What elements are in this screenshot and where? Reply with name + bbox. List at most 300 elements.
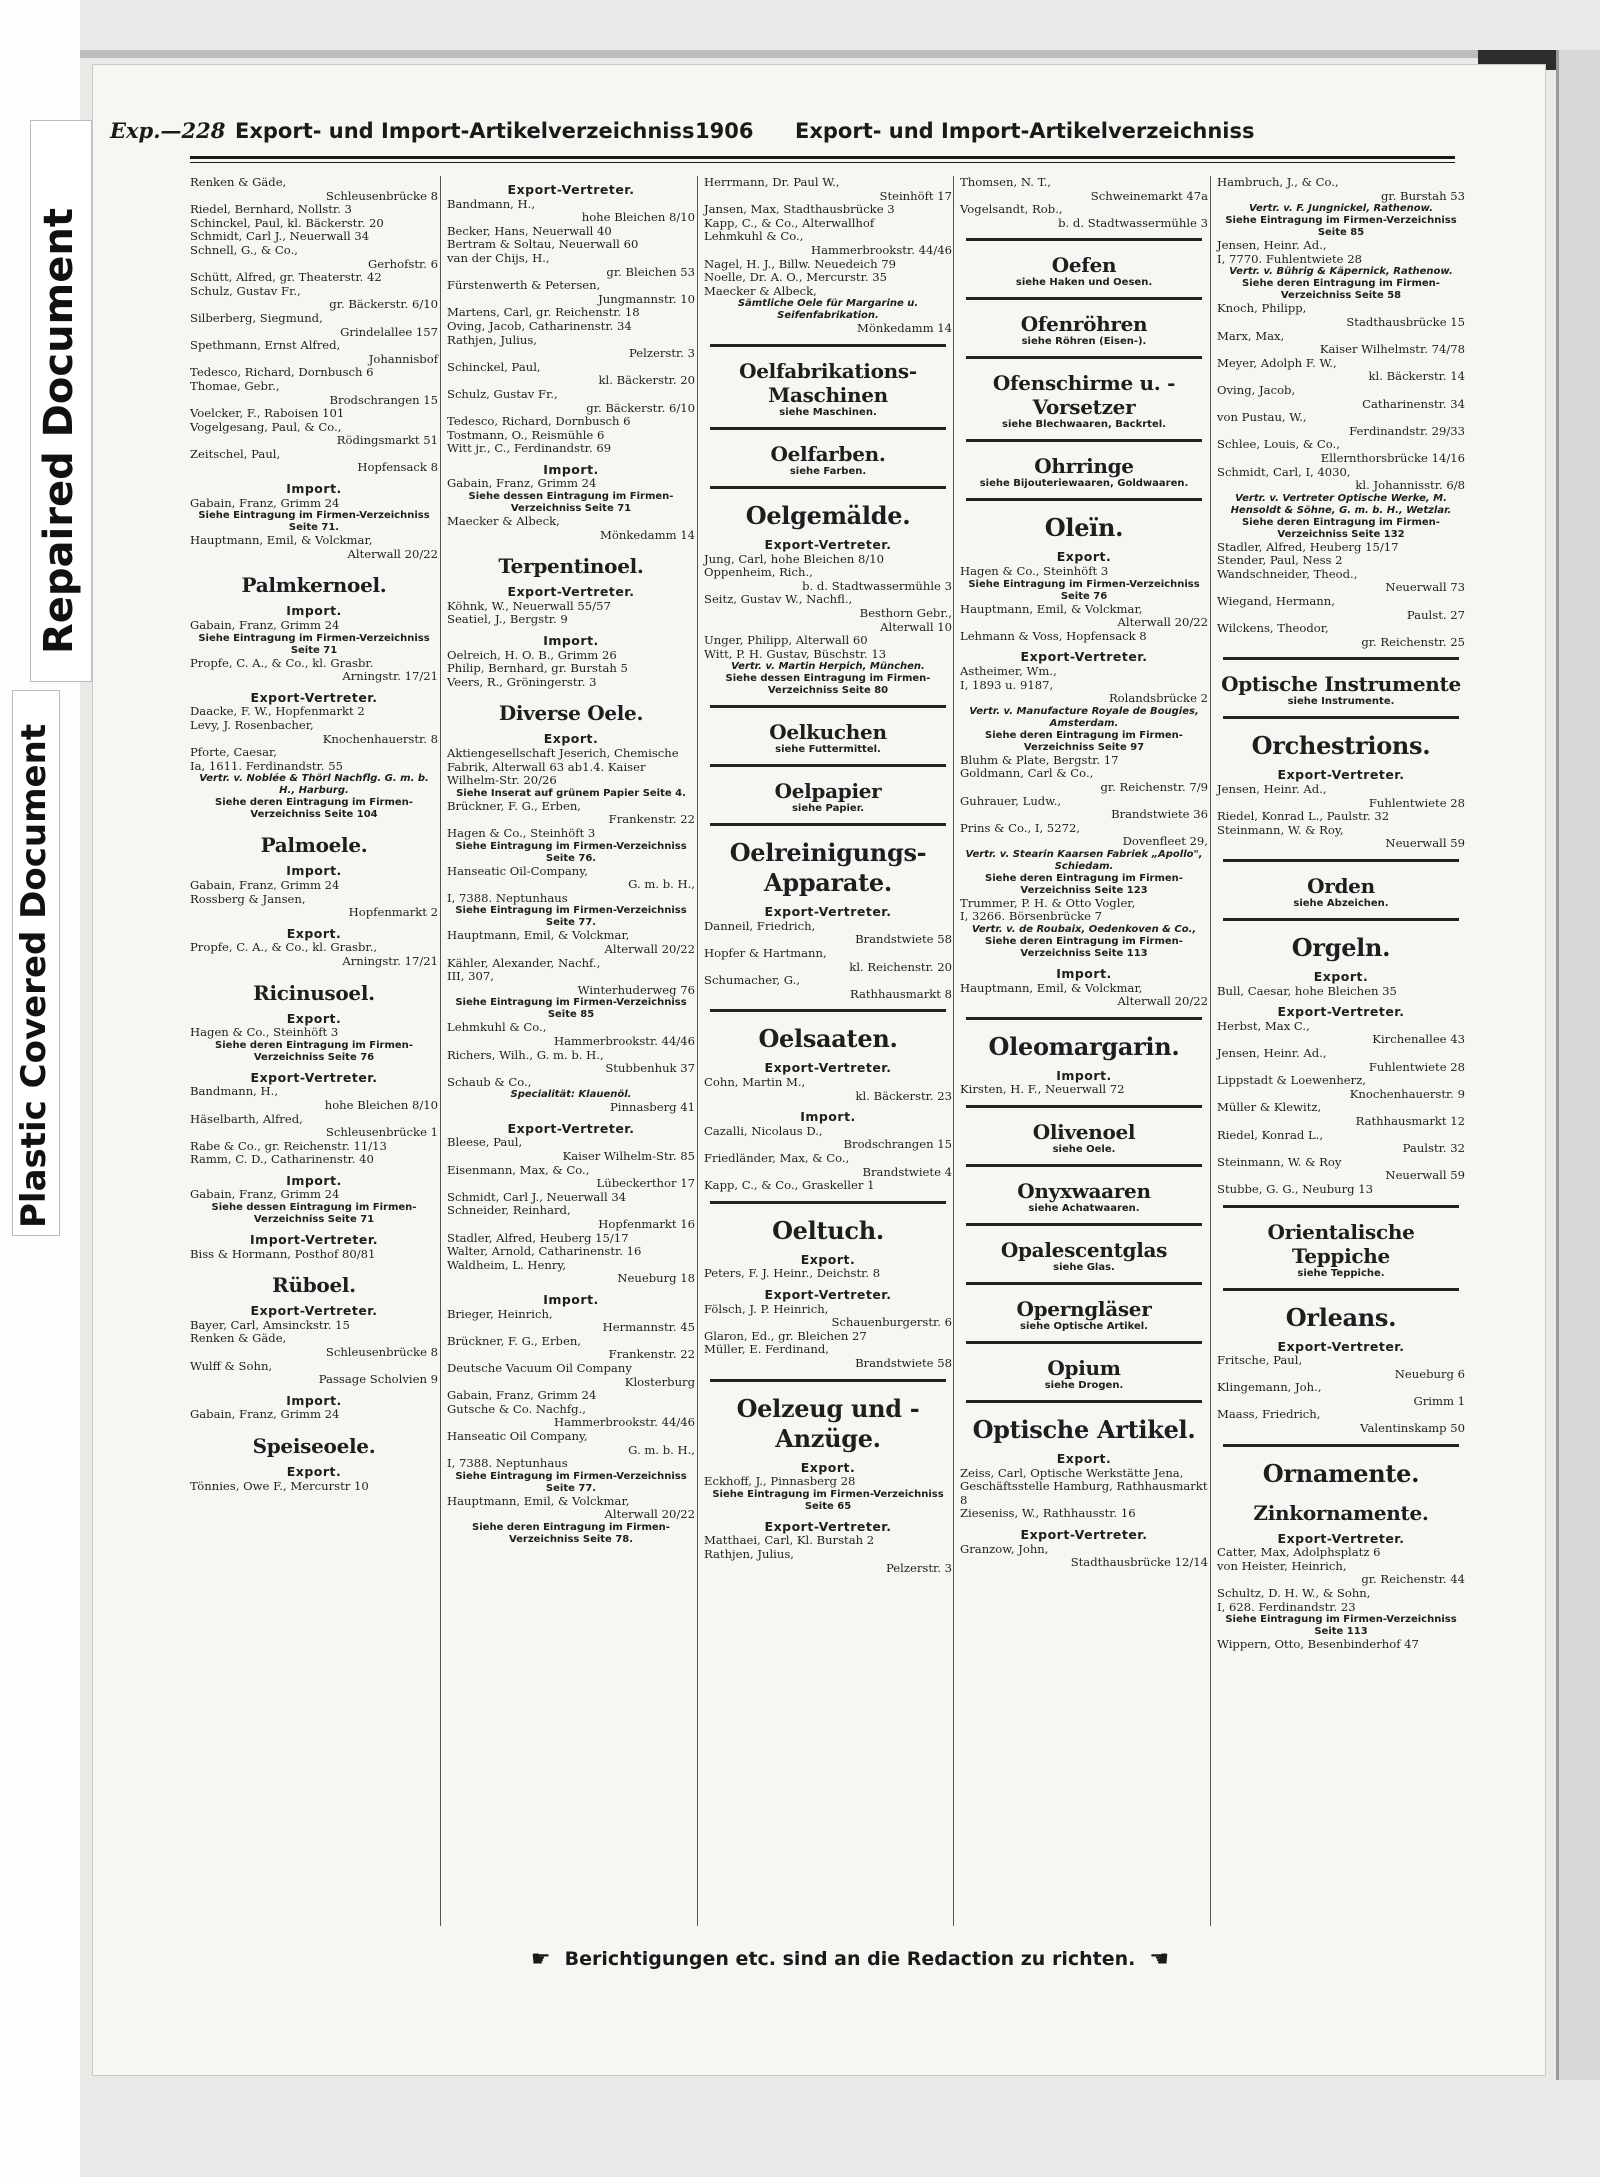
- entry-line: Rathjen, Julius,: [704, 1546, 794, 1561]
- category-heading: Onyxwaaren: [1017, 1179, 1151, 1204]
- entry-line: Hauptmann, Emil, & Volckmar,: [447, 1493, 630, 1508]
- entry-address: gr. Bäckerstr. 6/10: [586, 400, 695, 415]
- entry-line: Jensen, Heinr. Ad.,: [1217, 238, 1327, 253]
- subheading: Import.: [543, 461, 599, 477]
- entry-line: I, 7770. Fuhlentwiete 28: [1217, 251, 1362, 266]
- category-heading: Oelreinigungs-Apparate.: [729, 838, 927, 898]
- section-rule: [710, 1379, 946, 1382]
- header-rule-thin: [190, 162, 1455, 163]
- entry-line: Gabain, Franz, Grimm 24: [190, 877, 340, 892]
- entry-line: Daacke, F. W., Hopfenmarkt 2: [190, 704, 365, 719]
- reference-note: siehe Abzeichen.: [1293, 898, 1389, 909]
- entry-address: Mönkedamm 14: [857, 321, 952, 336]
- entry-line: Peters, F. J. Heinr., Deichstr. 8: [704, 1266, 881, 1281]
- entry-address: Neueburg 18: [617, 1271, 695, 1286]
- footer-note: Berichtigungen etc. sind an die Redaction zu richten.: [564, 1948, 1136, 1970]
- entry-address: Neueburg 6: [1394, 1366, 1465, 1381]
- reference-note: Siehe deren Eintragung im Firmen-Verzeichniss Seite 58: [1242, 278, 1440, 302]
- entry-line: Gabain, Franz, Grimm 24: [447, 1388, 597, 1403]
- entry-line: Thomae, Gebr.,: [190, 378, 280, 393]
- entry-line: Richers, Wilh., G. m. b. H.,: [447, 1047, 604, 1062]
- entry-address: Hammerbrookstr. 44/46: [553, 1415, 695, 1430]
- entry-line: Hagen & Co., Steinhöft 3: [447, 825, 596, 840]
- entry-address: gr. Burstah 53: [1380, 188, 1465, 203]
- entry-line: I, 628. Ferdinandstr. 23: [1217, 1599, 1356, 1614]
- entry-line: Müller, E. Ferdinand,: [704, 1342, 829, 1357]
- entry-line: Schmidt, Carl J., Neuerwall 34: [447, 1189, 627, 1204]
- subheading: Export-Vertreter.: [764, 536, 892, 552]
- subheading: Export-Vertreter.: [1020, 1527, 1148, 1542]
- entry-address: kl. Bäckerstr. 20: [598, 373, 695, 388]
- category-heading: Oelfarben.: [770, 441, 886, 466]
- entry-line: Riedel, Konrad L.,: [1217, 1127, 1324, 1142]
- entry-line: Schmidt, Carl, I, 4030,: [1217, 464, 1351, 479]
- entry-address: Brandstwiete 58: [855, 1355, 952, 1370]
- reference-note: Siehe Eintragung im Firmen-Verzeichniss Seite 65: [712, 1488, 944, 1512]
- entry-line: Hagen & Co., Steinhöft 3: [960, 563, 1109, 578]
- entry-line: Vogelsandt, Rob.,: [960, 202, 1063, 217]
- entry-line: Riedel, Konrad L., Paulstr. 32: [1217, 809, 1390, 824]
- entry-line: Wulff & Sohn,: [190, 1358, 273, 1373]
- subheading: Export-Vertreter.: [250, 1069, 378, 1085]
- section-rule: [966, 1341, 1202, 1344]
- entry-address: Brandstwiete 4: [862, 1164, 952, 1179]
- entry-line: Gabain, Franz, Grimm 24: [190, 495, 340, 510]
- column-divider: [953, 176, 954, 1926]
- entry-address: Brodschrangen 15: [843, 1137, 952, 1152]
- representation-note: Vertr. v. Manufacture Royale de Bougies, Amsterdam.: [969, 705, 1199, 729]
- entry-line: Oelreich, H. O. B., Grimm 26: [447, 647, 617, 662]
- entry-line: Granzow, John,: [960, 1541, 1049, 1556]
- entry-address: Alterwall 10: [880, 619, 952, 634]
- text-column-2: [447, 176, 695, 1946]
- representation-note: Vertr. v. Martin Herpich, München.: [731, 661, 925, 673]
- entry-line: Levy, J. Rosenbacher,: [190, 718, 314, 732]
- entry-line: Tönnies, Owe F., Mercurstr 10: [190, 1478, 369, 1493]
- entry-address: Stadthausbrücke 12/14: [1070, 1555, 1208, 1570]
- subheading: Export.: [1056, 1451, 1112, 1467]
- entry-line: Schinckel, Paul, kl. Bäckerstr. 20: [190, 215, 384, 230]
- subheading: Import-Vertreter.: [250, 1232, 378, 1248]
- entry-line: Hanseatic Oil Company,: [447, 1428, 588, 1443]
- entry-line: Renken & Gäde,: [190, 175, 287, 189]
- section-rule: [710, 1009, 946, 1012]
- reference-note: Siehe dessen Eintragung im Firmen-Verzeichniss Seite 71: [211, 1202, 417, 1226]
- entry-line: Goldmann, Carl & Co.,: [960, 766, 1094, 781]
- entry-line: Kapp, C., & Co., Graskeller 1: [704, 1178, 875, 1193]
- entry-address: Steinhöft 17: [879, 188, 952, 203]
- entry-line: Gabain, Franz, Grimm 24: [190, 1187, 340, 1202]
- subheading: Export.: [543, 731, 599, 747]
- entry-address: gr. Reichenstr. 25: [1361, 634, 1465, 649]
- subheading: Export-Vertreter.: [507, 1120, 635, 1136]
- entry-address: Neuerwall 59: [1385, 1168, 1465, 1183]
- entry-line: Meyer, Adolph F. W.,: [1217, 355, 1337, 370]
- reference-note: Siehe Eintragung im Firmen-Verzeichniss Seite 71.: [198, 510, 430, 534]
- category-heading: Palmkernoel.: [241, 573, 387, 598]
- subheading: Export.: [286, 925, 342, 941]
- entry-line: Lehmkuhl & Co.,: [704, 229, 804, 244]
- entry-line: Witt, P. H. Gustav, Büschstr. 13: [704, 646, 887, 661]
- entry-line: Brieger, Heinrich,: [447, 1306, 553, 1321]
- entry-line: Maecker & Albeck,: [704, 283, 817, 298]
- subheading: Export-Vertreter.: [1277, 1338, 1405, 1354]
- entry-line: Eckhoff, J., Pinnasberg 28: [704, 1474, 856, 1489]
- entry-address: Pinnasberg 41: [610, 1100, 695, 1115]
- entry-line: Lehmkuhl & Co.,: [447, 1020, 547, 1035]
- entry-address: b. d. Stadtwassermühle 3: [1058, 215, 1208, 230]
- entry-line: Aktiengesellschaft Jeserich, Chemische Fabrik, Alterwall 63 ab1.4. Kaiser Wilhelm-Str. 20/26: [447, 746, 679, 788]
- category-heading: Oefen: [1051, 253, 1117, 278]
- entry-line: Schlee, Louis, & Co.,: [1217, 437, 1340, 452]
- entry-line: Gabain, Franz, Grimm 24: [190, 1407, 340, 1422]
- entry-line: Waldheim, L. Henry,: [447, 1257, 567, 1272]
- page-number: Exp.—228: [110, 118, 226, 143]
- subheading: Export.: [800, 1459, 856, 1475]
- category-heading: Oelzeug und -Anzüge.: [736, 1393, 920, 1453]
- reference-note: Siehe deren Eintragung im Firmen-Verzeichniss Seite 97: [985, 729, 1183, 753]
- entry-line: Klingemann, Joh.,: [1217, 1380, 1322, 1395]
- entry-line: Seatiel, J., Bergstr. 9: [447, 612, 568, 627]
- entry-line: Oving, Jacob, Catharinenstr. 34: [447, 318, 632, 333]
- reference-note: Siehe deren Eintragung im Firmen-Verzeichniss Seite 104: [215, 797, 413, 821]
- entry-line: Unger, Philipp, Alterwall 60: [704, 633, 868, 648]
- entry-address: Dovenfleet 29,: [1122, 834, 1208, 849]
- representation-note: Vertr. v. F. Jungnickel, Rathenow.: [1248, 203, 1434, 215]
- entry-line: Schinckel, Paul,: [447, 359, 541, 374]
- entry-line: Herrmann, Dr. Paul W.,: [704, 175, 840, 189]
- entry-line: Bayer, Carl, Amsinckstr. 15: [190, 1317, 350, 1332]
- category-heading: Palmoele.: [260, 833, 368, 858]
- entry-line: Danneil, Friedrich,: [704, 918, 816, 933]
- entry-line: Schmidt, Carl J., Neuerwall 34: [190, 229, 370, 244]
- reference-note: siehe Teppiche.: [1297, 1267, 1385, 1279]
- subheading: Export.: [1056, 549, 1112, 565]
- category-heading: Ofenröhren: [1020, 312, 1148, 337]
- entry-line: Voelcker, F., Raboisen 101: [190, 406, 345, 421]
- plastic-covered-label: Plastic Covered Document: [14, 723, 54, 1228]
- category-heading: Terpentinoel.: [498, 554, 644, 579]
- entry-address: G. m. b. H.,: [628, 877, 695, 892]
- entry-line: Ia, 1611. Ferdinandstr. 55: [190, 758, 343, 773]
- reference-note: siehe Oele.: [1052, 1144, 1116, 1156]
- section-rule: [966, 1400, 1202, 1403]
- representation-note: Vertr. v. Bührig & Käpernick, Rathenow.: [1229, 266, 1453, 278]
- entry-address: Stadthausbrücke 15: [1346, 314, 1465, 329]
- entry-address: Knochenhauerstr. 9: [1349, 1086, 1465, 1101]
- pointing-hand-right-icon: ☛: [530, 1946, 551, 1972]
- category-heading: Orchestrions.: [1251, 731, 1431, 761]
- reference-note: Siehe Eintragung im Firmen-Verzeichniss Seite 77.: [455, 1470, 687, 1494]
- entry-address: Schleusenbrücke 8: [325, 188, 438, 203]
- entry-address: Schleusenbrücke 8: [325, 1345, 438, 1360]
- entry-line: Bull, Caesar, hohe Bleichen 35: [1217, 983, 1397, 998]
- entry-line: von Pustau, W.,: [1217, 410, 1307, 425]
- section-rule: [966, 356, 1202, 359]
- entry-line: Propfe, C. A., & Co., kl. Grasbr.: [190, 655, 374, 670]
- entry-line: Catter, Max, Adolphsplatz 6: [1217, 1545, 1381, 1560]
- entry-line: Schnell, G., & Co.,: [190, 242, 298, 257]
- reference-note: Siehe deren Eintragung im Firmen-Verzeichniss Seite 78.: [472, 1521, 670, 1545]
- entry-line: Kähler, Alexander, Nachf.,: [447, 955, 601, 970]
- subheading: Import.: [286, 1172, 342, 1188]
- entry-line: Tostmann, O., Reismühle 6: [447, 427, 605, 442]
- reference-note: Siehe deren Eintragung im Firmen-Verzeichniss Seite 132: [1242, 516, 1440, 540]
- entry-line: Steinmann, W. & Roy,: [1217, 822, 1344, 837]
- entry-line: Cazalli, Nicolaus D.,: [704, 1123, 823, 1138]
- entry-line: Stubbe, G. G., Neuburg 13: [1217, 1181, 1374, 1196]
- entry-address: Grindelallee 157: [340, 324, 438, 339]
- entry-line: Veers, R., Gröningerstr. 3: [447, 674, 597, 689]
- entry-line: Wilckens, Theodor,: [1217, 621, 1329, 636]
- category-heading: Oleomargarin.: [988, 1031, 1180, 1061]
- reference-note: Siehe Eintragung im Firmen-Verzeichniss Seite 77.: [455, 905, 687, 929]
- page-header: [110, 118, 1410, 150]
- entry-address: Hopfensack 8: [357, 460, 438, 475]
- category-heading: Ofenschirme u. -Vorsetzer: [992, 371, 1176, 420]
- entry-line: Gabain, Franz, Grimm 24: [447, 476, 597, 491]
- entry-line: Lippstadt & Loewenherz,: [1217, 1073, 1366, 1088]
- entry-address: Hermannstr. 45: [602, 1320, 695, 1335]
- entry-line: Thomsen, N. T.,: [960, 175, 1051, 189]
- entry-address: Rödingsmarkt 51: [336, 433, 438, 448]
- reference-note: Siehe deren Eintragung im Firmen-Verzeichniss Seite 123: [985, 872, 1183, 896]
- entry-line: Schulz, Gustav Fr.,: [447, 386, 558, 401]
- entry-line: Stadler, Alfred, Heuberg 15/17: [1217, 539, 1399, 554]
- section-rule: [966, 1017, 1202, 1020]
- entry-address: Alterwall 20/22: [604, 941, 695, 956]
- entry-address: Kaiser Wilhelm-Str. 85: [562, 1149, 695, 1164]
- entry-address: gr. Reichenstr. 7/9: [1100, 779, 1208, 794]
- entry-line: I, 1893 u. 9187,: [960, 677, 1054, 692]
- entry-line: Rathjen, Julius,: [447, 332, 537, 347]
- entry-address: Paulstr. 32: [1402, 1141, 1465, 1156]
- entry-line: Schaub & Co.,: [447, 1074, 532, 1089]
- entry-address: Brandstwiete 36: [1111, 807, 1208, 822]
- text-column-1: [190, 176, 438, 1946]
- entry-line: Bandmann, H.,: [190, 1084, 279, 1099]
- entry-address: Brandstwiete 58: [855, 932, 952, 947]
- entry-address: Alterwall 20/22: [1117, 615, 1208, 630]
- section-rule: [1223, 657, 1459, 660]
- category-heading: Diverse Oele.: [498, 701, 644, 726]
- section-rule: [1223, 1444, 1459, 1447]
- entry-line: Maass, Friedrich,: [1217, 1407, 1321, 1422]
- subheading: Export-Vertreter.: [1277, 1004, 1405, 1020]
- entry-line: Schneider, Reinhard,: [447, 1203, 571, 1218]
- reference-note: siehe Instrumente.: [1287, 696, 1395, 708]
- scan-top-edge: [80, 50, 1556, 58]
- reference-note: Siehe dessen Eintragung im Firmen-Verzeichniss Seite 71: [468, 491, 674, 515]
- entry-address: Besthorn Gebr.,: [859, 605, 952, 620]
- entry-line: Hauptmann, Emil, & Volckmar,: [960, 601, 1143, 616]
- subheading: Export-Vertreter.: [507, 182, 635, 197]
- category-heading: Optische Instrumente: [1221, 672, 1461, 697]
- section-rule: [966, 1164, 1202, 1167]
- entry-line: Stadler, Alfred, Heuberg 15/17: [447, 1230, 629, 1245]
- header-title-left: Export- und Import-Artikelverzeichniss: [235, 119, 695, 143]
- category-heading: Zinkornamente.: [1253, 1500, 1429, 1525]
- header-title-right: Export- und Import-Artikelverzeichniss: [795, 119, 1255, 143]
- entry-line: Astheimer, Wm.,: [960, 663, 1057, 678]
- category-heading: Oleïn.: [1044, 513, 1124, 543]
- entry-line: Schulz, Gustav Fr.,: [190, 283, 301, 298]
- reference-note: siehe Optische Artikel.: [1020, 1321, 1148, 1333]
- entry-line: Maecker & Albeck,: [447, 514, 560, 529]
- subheading: Export-Vertreter.: [764, 1286, 892, 1302]
- entry-line: Knoch, Philipp,: [1217, 301, 1307, 316]
- repaired-document-label: Repaired Document: [36, 208, 82, 654]
- entry-line: Bertram & Soltau, Neuerwall 60: [447, 237, 639, 252]
- entry-address: Knochenhauerstr. 8: [322, 731, 438, 746]
- reference-note: Siehe Eintragung im Firmen-Verzeichniss Seite 76.: [455, 840, 687, 864]
- entry-line: Häselbarth, Alfred,: [190, 1111, 303, 1126]
- reference-note: Siehe deren Eintragung im Firmen-Verzeichniss Seite 113: [985, 936, 1183, 960]
- representation-note: Vertr. v. de Roubaix, Oedenkoven & Co.,: [971, 924, 1197, 936]
- entry-address: Hammerbrookstr. 44/46: [553, 1033, 695, 1048]
- category-heading: Orleans.: [1285, 1302, 1397, 1332]
- section-rule: [710, 427, 946, 430]
- entry-line: Marx, Max,: [1217, 328, 1285, 343]
- entry-address: Alterwall 20/22: [347, 546, 438, 561]
- entry-line: Philip, Bernhard, gr. Burstah 5: [447, 661, 628, 676]
- reference-note: siehe Blechwaaren, Backrtel.: [1002, 419, 1166, 431]
- entry-line: Deutsche Vacuum Oil Company: [447, 1360, 632, 1375]
- entry-line: Stender, Paul, Ness 2: [1217, 553, 1343, 568]
- section-rule: [1223, 918, 1459, 921]
- category-heading: Rüboel.: [272, 1273, 356, 1298]
- entry-line: Guhrauer, Ludw.,: [960, 793, 1062, 808]
- entry-line: Jensen, Heinr. Ad.,: [1217, 782, 1327, 797]
- entry-address: hohe Bleichen 8/10: [324, 1097, 438, 1112]
- entry-line: Köhnk, W., Neuerwall 55/57: [447, 598, 611, 613]
- entry-address: Klosterburg: [624, 1374, 695, 1389]
- entry-address: Kaiser Wilhelmstr. 74/78: [1319, 342, 1465, 357]
- reference-note: Siehe Eintragung im Firmen-Verzeichniss Seite 85: [1225, 215, 1457, 239]
- category-heading: Oeltuch.: [772, 1215, 884, 1245]
- header-year: 1906: [695, 119, 754, 143]
- entry-line: Becker, Hans, Neuerwall 40: [447, 223, 612, 238]
- entry-address: Pelzerstr. 3: [629, 346, 695, 361]
- reference-note: siehe Farben.: [789, 465, 867, 477]
- entry-line: Spethmann, Ernst Alfred,: [190, 338, 341, 353]
- category-heading: Ricinusoel.: [253, 980, 375, 1005]
- entry-line: Steinmann, W. & Roy: [1217, 1154, 1342, 1169]
- entry-line: I, 7388. Neptunhaus: [447, 890, 568, 905]
- section-rule: [1223, 716, 1459, 719]
- entry-line: Tedesco, Richard, Dornbusch 6: [447, 414, 631, 429]
- entry-line: Tedesco, Richard, Dornbusch 6: [190, 365, 374, 380]
- section-rule: [966, 297, 1202, 300]
- entry-address: Lübeckerthor 17: [596, 1176, 695, 1191]
- entry-line: Seitz, Gustav W., Nachfl.,: [704, 592, 853, 607]
- entry-line: Hagen & Co., Steinhöft 3: [190, 1025, 339, 1040]
- subheading: Export.: [286, 1464, 342, 1479]
- section-rule: [966, 498, 1202, 501]
- entry-line: Hambruch, J., & Co.,: [1217, 175, 1339, 189]
- entry-line: Hauptmann, Emil, & Volckmar,: [190, 533, 373, 548]
- header-rule-thick: [190, 156, 1455, 159]
- reference-note: Siehe Eintragung im Firmen-Verzeichniss Seite 76: [968, 578, 1200, 602]
- entry-line: Wandschneider, Theod.,: [1217, 566, 1358, 581]
- entry-line: Brückner, F. G., Erben,: [447, 798, 581, 813]
- reference-note: Siehe Eintragung im Firmen-Verzeichniss Seite 71: [198, 632, 430, 656]
- entry-line: Fürstenwerth & Petersen,: [447, 278, 601, 293]
- entry-line: Trummer, P. H. & Otto Vogler,: [960, 895, 1136, 910]
- category-heading: Orientalische Teppiche: [1267, 1219, 1415, 1268]
- subheading: Import.: [543, 1292, 599, 1307]
- entry-address: hohe Bleichen 8/10: [581, 210, 695, 225]
- subheading: Import.: [286, 1392, 342, 1408]
- entry-line: Biss & Hormann, Posthof 80/81: [190, 1246, 376, 1261]
- reference-note: siehe Futtermittel.: [775, 744, 881, 756]
- entry-line: Bleese, Paul,: [447, 1135, 523, 1150]
- representation-note: Vertr. v. Noblée & Thörl Nachflg. G. m. b. H., Harburg.: [199, 773, 429, 797]
- entry-line: Noelle, Dr. A. O., Mercurstr. 35: [704, 270, 887, 285]
- category-heading: Orden: [1307, 874, 1375, 898]
- entry-address: Rathhausmarkt 12: [1355, 1113, 1465, 1128]
- entry-line: Wippern, Otto, Besenbinderhof 47: [1217, 1637, 1419, 1652]
- entry-address: gr. Bäckerstr. 6/10: [329, 297, 438, 312]
- entry-line: von Heister, Heinrich,: [1217, 1558, 1347, 1573]
- text-column-3: [704, 176, 952, 1946]
- entry-address: Alterwall 20/22: [1117, 994, 1208, 1009]
- entry-address: Rathhausmarkt 8: [849, 986, 952, 1001]
- entry-line: van der Chijs, H.,: [447, 250, 550, 265]
- category-heading: Orgeln.: [1291, 933, 1391, 962]
- entry-address: Frankenstr. 22: [608, 1347, 695, 1362]
- entry-line: Silberberg, Siegmund,: [190, 310, 323, 325]
- entry-address: Brodschrangen 15: [329, 392, 438, 407]
- section-rule: [1223, 859, 1459, 862]
- entry-line: III, 307,: [447, 969, 494, 984]
- entry-address: Ellernthorsbrücke 14/16: [1320, 450, 1465, 465]
- entry-line: Schultz, D. H. W., & Sohn,: [1217, 1586, 1371, 1601]
- subheading: Export-Vertreter.: [764, 1060, 892, 1076]
- subheading: Export-Vertreter.: [1277, 1530, 1405, 1546]
- entry-line: Cohn, Martin M.,: [704, 1075, 806, 1090]
- entry-line: Walter, Arnold, Catharinenstr. 16: [447, 1244, 642, 1259]
- reference-note: Siehe Inserat auf grünem Papier Seite 4.: [456, 787, 686, 799]
- text-column-5: [1217, 176, 1465, 1946]
- section-rule: [966, 1282, 1202, 1285]
- entry-line: Gabain, Franz, Grimm 24: [190, 618, 340, 633]
- entry-address: Schleusenbrücke 1: [325, 1125, 438, 1140]
- entry-line: Hauptmann, Emil, & Volckmar,: [960, 980, 1143, 995]
- entry-line: Riedel, Bernhard, Nollstr. 3: [190, 202, 352, 217]
- section-rule: [966, 1105, 1202, 1108]
- entry-address: Schweinemarkt 47a: [1090, 188, 1208, 203]
- scan-right-edge: [1556, 50, 1600, 2080]
- entry-address: Hopfenmarkt 16: [598, 1217, 695, 1232]
- column-divider: [697, 176, 698, 1926]
- page-footer: [470, 1944, 1230, 1974]
- section-rule: [966, 439, 1202, 442]
- category-heading: Oelsaaten.: [758, 1024, 898, 1054]
- entry-line: Bandmann, H.,: [447, 196, 536, 211]
- section-rule: [966, 238, 1202, 241]
- entry-address: gr. Bleichen 53: [606, 264, 695, 279]
- entry-address: Gerhofstr. 6: [367, 256, 438, 271]
- entry-line: I, 3266. Börsenbrücke 7: [960, 909, 1103, 924]
- entry-address: gr. Reichenstr. 44: [1361, 1572, 1465, 1587]
- entry-address: G. m. b. H.,: [628, 1442, 695, 1457]
- section-rule: [710, 1201, 946, 1204]
- representation-note: Vertr. v. Stearin Kaarsen Fabriek „Apollo", Schiedam.: [965, 848, 1203, 872]
- subheading: Import.: [286, 863, 342, 879]
- subheading: Export-Vertreter.: [250, 1303, 378, 1319]
- entry-address: Winterhuderweg 76: [577, 982, 695, 997]
